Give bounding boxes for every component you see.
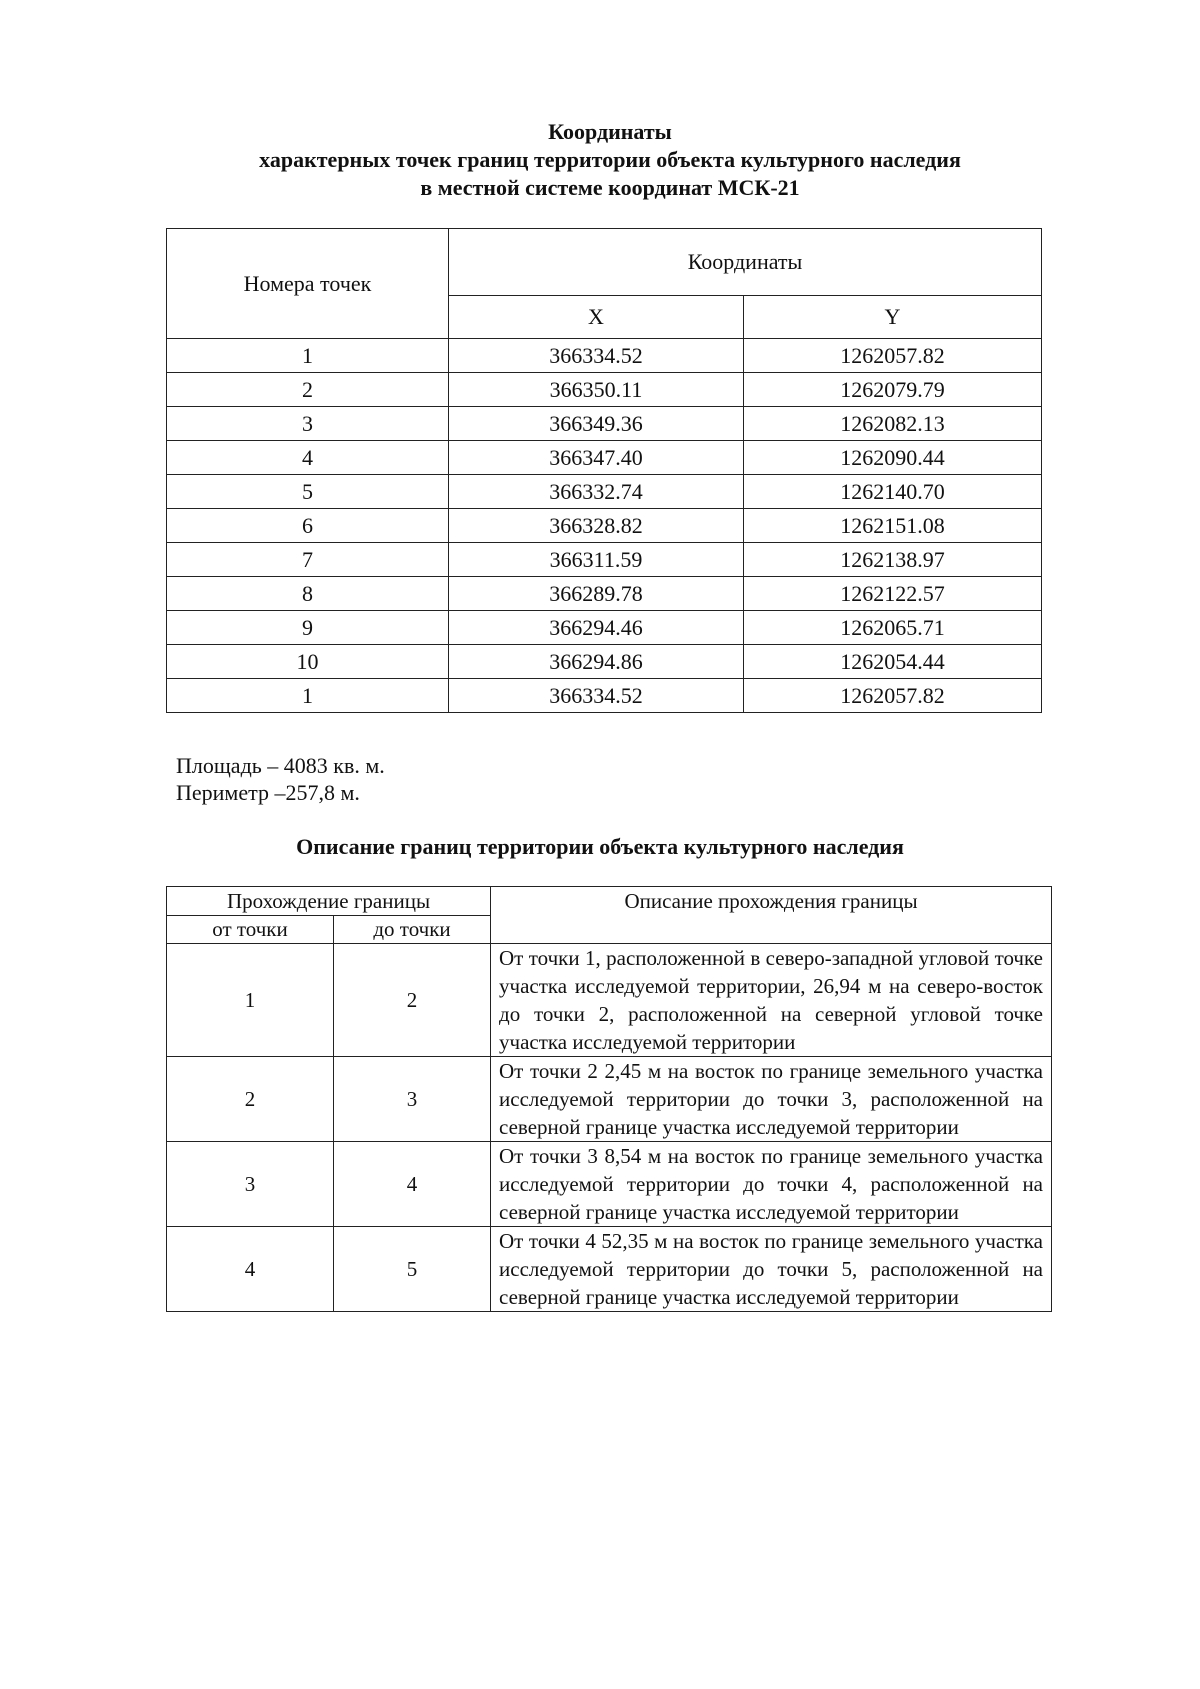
cell-y: 1262138.97 — [744, 543, 1042, 577]
header-description: Описание прохождения границы — [491, 887, 1052, 944]
cell-to: 3 — [334, 1057, 491, 1142]
cell-from: 4 — [167, 1227, 334, 1312]
cell-n: 2 — [167, 373, 449, 407]
header-passage: Прохождение границы — [167, 887, 491, 916]
cell-n: 3 — [167, 407, 449, 441]
cell-n: 5 — [167, 475, 449, 509]
table-row — [167, 407, 1042, 441]
cell-y: 1262122.57 — [744, 577, 1042, 611]
cell-x: 366294.86 — [449, 645, 744, 679]
header-x: X — [449, 296, 744, 339]
table-row — [167, 577, 1042, 611]
cell-x: 366334.52 — [449, 679, 744, 713]
table-row — [167, 944, 1052, 1057]
cell-description: От точки 4 52,35 м на восток по границе земельного участка исследуемой территории до точки 5, расположенной на северной границе участка исследуемой территории — [491, 1227, 1052, 1312]
cell-from: 1 — [167, 944, 334, 1057]
cell-x: 366350.11 — [449, 373, 744, 407]
perimeter-text: Периметр –257,8 м. — [176, 780, 360, 805]
cell-x: 366311.59 — [449, 543, 744, 577]
description-title: Описание границ территории объекта культурного наследия — [296, 834, 904, 859]
cell-x: 366294.46 — [449, 611, 744, 645]
table-row — [167, 1057, 1052, 1142]
cell-x: 366289.78 — [449, 577, 744, 611]
table-row — [167, 373, 1042, 407]
cell-description: От точки 3 8,54 м на восток по границе земельного участка исследуемой территории до точки 4, расположенной на северной границе участка исследуемой территории — [491, 1142, 1052, 1227]
cell-n: 6 — [167, 509, 449, 543]
cell-y: 1262079.79 — [744, 373, 1042, 407]
cell-y: 1262090.44 — [744, 441, 1042, 475]
cell-x: 366328.82 — [449, 509, 744, 543]
cell-y: 1262057.82 — [744, 339, 1042, 373]
table-row — [167, 475, 1042, 509]
title-line-1: Координаты — [548, 119, 672, 144]
cell-n: 1 — [167, 339, 449, 373]
table-row — [167, 1142, 1052, 1227]
table-row — [167, 645, 1042, 679]
cell-n: 4 — [167, 441, 449, 475]
cell-x: 366349.36 — [449, 407, 744, 441]
title-line-3: в местной системе координат МСК-21 — [420, 175, 800, 200]
header-from: от точки — [167, 916, 334, 944]
cell-y: 1262140.70 — [744, 475, 1042, 509]
cell-n: 10 — [167, 645, 449, 679]
cell-x: 366334.52 — [449, 339, 744, 373]
cell-n: 9 — [167, 611, 449, 645]
cell-y: 1262151.08 — [744, 509, 1042, 543]
cell-description: От точки 1, расположенной в северо-западной угловой точке участка исследуемой территории, 26,94 м на северо-восток до точки 2, расположенной на северной угловой точке участка исследуемой территории — [491, 944, 1052, 1057]
table-row — [167, 441, 1042, 475]
header-y: Y — [744, 296, 1042, 339]
cell-x: 366347.40 — [449, 441, 744, 475]
cell-from: 3 — [167, 1142, 334, 1227]
cell-y: 1262054.44 — [744, 645, 1042, 679]
header-points: Номера точек — [167, 229, 449, 339]
cell-y: 1262065.71 — [744, 611, 1042, 645]
cell-n: 8 — [167, 577, 449, 611]
header-coordinates: Координаты — [449, 229, 1042, 296]
cell-n: 7 — [167, 543, 449, 577]
table-row — [167, 679, 1042, 713]
boundary-description-table — [166, 886, 1052, 1312]
coordinates-table — [166, 228, 1042, 713]
cell-y: 1262057.82 — [744, 679, 1042, 713]
table-row — [167, 1227, 1052, 1312]
cell-y: 1262082.13 — [744, 407, 1042, 441]
title-line-2: характерных точек границ территории объекта культурного наследия — [259, 147, 961, 172]
table-row — [167, 339, 1042, 373]
cell-to: 4 — [334, 1142, 491, 1227]
table-row — [167, 611, 1042, 645]
area-text: Площадь – 4083 кв. м. — [176, 753, 385, 778]
cell-x: 366332.74 — [449, 475, 744, 509]
table-row — [167, 543, 1042, 577]
cell-to: 2 — [334, 944, 491, 1057]
table-row — [167, 509, 1042, 543]
cell-n: 1 — [167, 679, 449, 713]
cell-from: 2 — [167, 1057, 334, 1142]
header-to: до точки — [334, 916, 491, 944]
cell-to: 5 — [334, 1227, 491, 1312]
cell-description: От точки 2 2,45 м на восток по границе земельного участка исследуемой территории до точки 3, расположенной на северной границе участка исследуемой территории — [491, 1057, 1052, 1142]
